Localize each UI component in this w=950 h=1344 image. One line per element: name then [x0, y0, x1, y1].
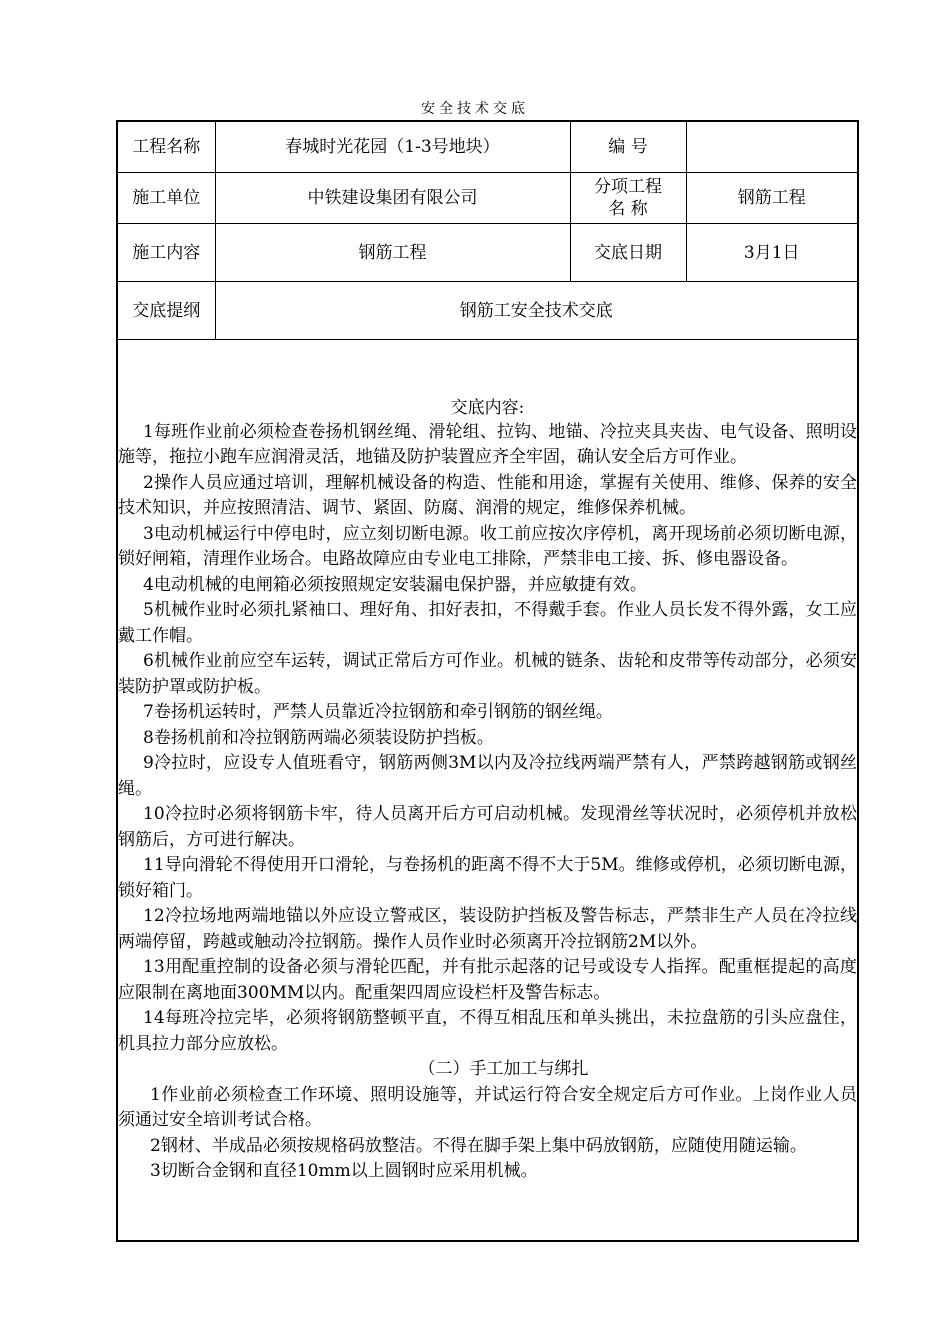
paragraph: 8卷扬机前和冷拉钢筋两端必须装设防护挡板。: [143, 727, 494, 748]
content-label: 交底内容:: [450, 397, 525, 418]
paragraph: 10冷拉时必须将钢筋卡牢，待人员离开后方可启动机械。发现滑丝等状况时，必须停机并放松钢筋后，方可进行解决。: [118, 804, 857, 850]
paragraph: 6机械作业前应空车运转，调试正常后方可作业。机械的链条、齿轮和皮带等传动部分，必须安装防护罩或防护板。: [118, 651, 857, 697]
paragraph: 3电动机械运行中停电时，应立刻切断电源。收工前应按次序停机，离开现场前必须切断电源，锁好闸箱，清理作业场合。电路故障应由专业电工排除，严禁非电工接、拆、修电器设备。: [118, 523, 857, 569]
content-type-label: 施工内容: [117, 224, 215, 282]
paragraph: 1每班作业前必须检查卷扬机钢丝绳、滑轮组、拉钩、地锚、冷拉夹具夹齿、电气设备、照明设施等，拖拉小跑车应润滑灵活，地锚及防护装置应齐全牢固，确认安全后方可作业。: [118, 421, 857, 467]
sub-project-label: 分项工程 名 称: [570, 173, 686, 224]
paragraph: 4电动机械的电闸箱必须按照规定安装漏电保护器，并应敏捷有效。: [143, 574, 647, 595]
contractor-value: 中铁建设集团有限公司: [215, 173, 570, 224]
contractor-label: 施工单位: [117, 173, 215, 224]
paragraph: 7卷扬机运转时，严禁人员靠近冷拉钢筋和牵引钢筋的钢丝绳。: [143, 702, 613, 722]
disclosure-table: [116, 120, 859, 1242]
outline-label: 交底提纲: [117, 282, 215, 340]
outline-value: 钢筋工安全技术交底: [215, 282, 858, 340]
code-value: [686, 121, 858, 173]
code-label: 编 号: [570, 121, 686, 173]
section-heading: （二）手工加工与绑扎: [418, 1059, 589, 1079]
project-name-label: 工程名称: [117, 121, 215, 173]
content-type-value: 钢筋工程: [215, 224, 570, 282]
date-value: 3月1日: [686, 224, 858, 282]
paragraph: 13用配重控制的设备必须与滑轮匹配，并有批示起落的记号或设专人指挥。配重框提起的高度应限制在离地面300MM以内。配重架四周应设栏杆及警告标志。: [118, 957, 857, 1003]
paragraph: 3切断合金钢和直径10mm以上圆钢时应采用机械。: [150, 1161, 538, 1181]
sub-project-value: 钢筋工程: [686, 173, 858, 224]
paragraph: 9冷拉时，应设专人值班看守，钢筋两侧3M以内及冷拉线两端严禁有人，严禁跨越钢筋或钢丝绳。: [118, 753, 857, 799]
date-label: 交底日期: [570, 224, 686, 282]
paragraph: 5机械作业时必须扎紧袖口、理好角、扣好表扣，不得戴手套。作业人员长发不得外露，女工应戴工作帽。: [118, 600, 857, 646]
paragraph: 2操作人员应通过培训，理解机械设备的构造、性能和用途，掌握有关使用、维修、保养的安全技术知识，并应按照清洁、调节、紧固、防腐、润滑的规定，维修保养机械。: [118, 472, 857, 518]
content-cell: [117, 340, 858, 1242]
paragraph: 12冷拉场地两端地锚以外应设立警戒区，装设防护挡板及警告标志，严禁非生产人员在冷拉线两端停留，跨越或触动冷拉钢筋。操作人员作业时必须离开冷拉钢筋2M以外。: [118, 906, 857, 952]
project-name-value: 春城时光花园（1-3号地块）: [215, 121, 570, 173]
paragraph: 14每班冷拉完毕，必须将钢筋整顿平直，不得互相乱压和单头挑出，未拉盘筋的引头应盘住，机具拉力部分应放松。: [118, 1008, 857, 1054]
document-title: 安全技术交底: [421, 101, 529, 117]
paragraph: 1作业前必须检查工作环境、照明设施等，并试运行符合安全规定后方可作业。上岗作业人员须通过安全培训考试合格。: [118, 1084, 857, 1130]
paragraph: 2钢材、半成品必须按规格码放整洁。不得在脚手架上集中码放钢筋，应随使用随运输。: [150, 1135, 807, 1156]
paragraph: 11导向滑轮不得使用开口滑轮，与卷扬机的距离不得不大于5M。维修或停机，必须切断电源，锁好箱门。: [118, 855, 857, 901]
